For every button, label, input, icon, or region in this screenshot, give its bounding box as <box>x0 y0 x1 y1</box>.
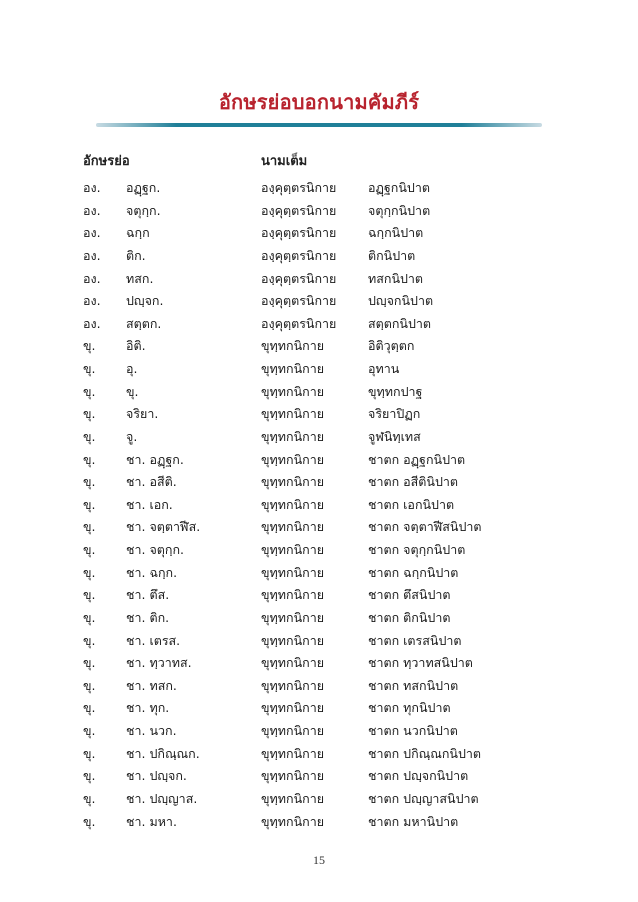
collection-name: ขุทฺทกนิกาย <box>261 542 325 558</box>
work-abbr: ขุ. <box>126 383 139 399</box>
collection-name: ขุทฺทกนิกาย <box>261 361 325 377</box>
collection-name: ขุทฺทกนิกาย <box>261 564 325 580</box>
column-header-abbreviation: อักษรย่อ <box>83 154 130 169</box>
work-name: ชาตก ทฺวาทสนิปาต <box>368 655 473 671</box>
collection-name: ขุทฺทกนิกาย <box>261 677 325 693</box>
work-name: ชาตก เอกนิปาต <box>368 496 455 512</box>
work-name: ชาตก ปญฺจกนิปาต <box>368 768 469 784</box>
collection-name: ขุทฺทกนิกาย <box>261 723 325 739</box>
work-abbr: สตฺตก. <box>126 315 162 331</box>
collection-abbr: อง. <box>83 270 101 286</box>
work-name: ชาตก นวกนิปาต <box>368 723 458 739</box>
work-name: ชาตก จตฺตาฬีสนิปาต <box>368 519 482 535</box>
work-name: ชาตก อสีตินิปาต <box>368 474 459 490</box>
collection-abbr: อง. <box>83 247 101 263</box>
list-row <box>0 699 638 722</box>
list-row <box>0 790 638 813</box>
work-abbr: ชา. ทสก. <box>126 677 177 693</box>
work-name: ชาตก อฏฺฐกนิปาต <box>368 451 466 467</box>
work-name: ชาตก ติกนิปาต <box>368 609 451 625</box>
list-row <box>0 564 638 587</box>
list-row <box>0 767 638 790</box>
work-name: ชาตก ฉกฺกนิปาต <box>368 564 459 580</box>
list-row <box>0 654 638 677</box>
work-name: อิติวุตฺตก <box>368 338 415 354</box>
title-underline-rule <box>96 123 542 127</box>
collection-abbr: ขุ. <box>83 451 96 467</box>
list-row <box>0 745 638 768</box>
list-row <box>0 609 638 632</box>
work-abbr: ติก. <box>126 247 146 263</box>
collection-name: ขุทฺทกนิกาย <box>261 451 325 467</box>
collection-name: ขุทฺทกนิกาย <box>261 700 325 716</box>
page-number: 15 <box>313 853 325 867</box>
work-name: ติกนิปาต <box>368 247 416 263</box>
work-name: ชาตก มหานิปาต <box>368 813 459 829</box>
list-row <box>0 405 638 428</box>
work-abbr: ชา. มหา. <box>126 813 177 829</box>
collection-name: ขุทฺทกนิกาย <box>261 813 325 829</box>
collection-name: ขุทฺทกนิกาย <box>261 406 325 422</box>
collection-name: ขุทฺทกนิกาย <box>261 609 325 625</box>
collection-abbr: ขุ. <box>83 745 96 761</box>
collection-abbr: ขุ. <box>83 791 96 806</box>
work-abbr: ชา. ฉกฺก. <box>126 564 178 580</box>
work-abbr: ชา. อฏฺฐก. <box>126 451 184 467</box>
list-row <box>0 224 638 247</box>
work-abbr: จริยา. <box>126 406 159 422</box>
collection-name: ขุทฺทกนิกาย <box>261 383 325 399</box>
work-name: ขุทฺทกปาฐ <box>368 383 423 399</box>
work-name: จูฬนิทฺเทส <box>368 428 421 444</box>
list-row <box>0 677 638 700</box>
collection-abbr: อง. <box>83 225 101 241</box>
collection-name: ขุทฺทกนิกาย <box>261 474 325 490</box>
collection-abbr: ขุ. <box>83 677 96 693</box>
work-name: ชาตก เตรสนิปาต <box>368 632 462 648</box>
collection-name: ขุทฺทกนิกาย <box>261 745 325 761</box>
collection-abbr: ขุ. <box>83 723 96 739</box>
collection-abbr: ขุ. <box>83 428 96 444</box>
work-abbr: อฏฺฐก. <box>126 180 161 195</box>
collection-name: ขุทฺทกนิกาย <box>261 791 325 806</box>
collection-abbr: ขุ. <box>83 813 96 829</box>
work-abbr: ชา. อสีติ. <box>126 474 177 490</box>
list-row <box>0 518 638 541</box>
work-name: ชาตก ตึสนิปาต <box>368 587 451 603</box>
work-name: ทสกนิปาต <box>368 270 424 286</box>
work-abbr: ชา. ทุก. <box>126 700 170 716</box>
collection-name: ขุทฺทกนิกาย <box>261 428 325 444</box>
collection-name: ขุทฺทกนิกาย <box>261 655 325 671</box>
collection-name: องฺคุตฺตรนิกาย <box>261 293 337 309</box>
work-name: สตฺตกนิปาต <box>368 315 432 331</box>
collection-name: องฺคุตฺตรนิกาย <box>261 247 337 263</box>
work-abbr: ชา. ติก. <box>126 609 170 625</box>
collection-name: องฺคุตฺตรนิกาย <box>261 180 337 195</box>
collection-abbr: ขุ. <box>83 587 96 603</box>
work-name: ชาตก จตุกฺกนิปาต <box>368 542 466 558</box>
list-row <box>0 541 638 564</box>
list-row <box>0 292 638 315</box>
collection-abbr: ขุ. <box>83 609 96 625</box>
list-row <box>0 360 638 383</box>
work-abbr: จู. <box>126 428 138 444</box>
list-row <box>0 428 638 451</box>
work-abbr: ชา. ปญฺญาส. <box>126 791 198 806</box>
collection-abbr: อง. <box>83 293 101 309</box>
list-row <box>0 337 638 360</box>
column-header-full-name: นามเต็ม <box>261 154 308 169</box>
work-name: ชาตก ปญฺญาสนิปาต <box>368 791 479 806</box>
list-row <box>0 496 638 519</box>
work-abbr: ชา. ปกิณฺณก. <box>126 745 200 761</box>
collection-abbr: ขุ. <box>83 519 96 535</box>
work-abbr: ทสก. <box>126 270 154 286</box>
work-abbr: ชา. จตฺตาฬีส. <box>126 519 201 535</box>
collection-abbr: อง. <box>83 315 101 331</box>
work-abbr: ชา. ทฺวาทส. <box>126 655 192 671</box>
collection-abbr: ขุ. <box>83 496 96 512</box>
collection-abbr: ขุ. <box>83 700 96 716</box>
work-name: ชาตก ทสกนิปาต <box>368 677 459 693</box>
work-abbr: ชา. เอก. <box>126 496 173 512</box>
work-name: ฉกฺกนิปาต <box>368 225 424 241</box>
collection-abbr: อง. <box>83 202 101 218</box>
list-row <box>0 179 638 202</box>
collection-name: องฺคุตฺตรนิกาย <box>261 270 337 286</box>
collection-name: ขุทฺทกนิกาย <box>261 587 325 603</box>
collection-name: องฺคุตฺตรนิกาย <box>261 202 337 218</box>
list-row <box>0 383 638 406</box>
list-row <box>0 315 638 338</box>
list-row <box>0 813 638 836</box>
collection-name: ขุทฺทกนิกาย <box>261 768 325 784</box>
work-abbr: ชา. จตุกฺก. <box>126 542 185 558</box>
work-abbr: ฉกฺก <box>126 225 150 241</box>
collection-name: ขุทฺทกนิกาย <box>261 519 325 535</box>
collection-abbr: ขุ. <box>83 542 96 558</box>
work-name: จริยาปิฏก <box>368 406 421 422</box>
list-row <box>0 632 638 655</box>
collection-abbr: อง. <box>83 180 101 195</box>
collection-name: ขุทฺทกนิกาย <box>261 338 325 354</box>
list-row <box>0 202 638 225</box>
work-abbr: ชา. นวก. <box>126 723 177 739</box>
work-name: อุทาน <box>368 361 400 377</box>
collection-abbr: ขุ. <box>83 632 96 648</box>
collection-abbr: ขุ. <box>83 564 96 580</box>
work-abbr: อุ. <box>126 361 138 377</box>
collection-name: องฺคุตฺตรนิกาย <box>261 315 337 331</box>
collection-abbr: ขุ. <box>83 655 96 671</box>
work-name: ปญฺจกนิปาต <box>368 293 434 309</box>
collection-abbr: ขุ. <box>83 338 96 354</box>
list-row <box>0 451 638 474</box>
work-abbr: ปญฺจก. <box>126 293 164 309</box>
collection-abbr: ขุ. <box>83 383 96 399</box>
work-abbr: ชา. ตึส. <box>126 587 170 603</box>
page-title: อักษรย่อบอกนามคัมภีร์ <box>218 90 420 114</box>
collection-abbr: ขุ. <box>83 768 96 784</box>
collection-abbr: ขุ. <box>83 406 96 422</box>
work-name: จตุกฺกนิปาต <box>368 202 431 218</box>
list-row <box>0 722 638 745</box>
work-abbr: ชา. ปญฺจก. <box>126 768 187 784</box>
work-abbr: ชา. เตรส. <box>126 632 181 648</box>
list-row <box>0 586 638 609</box>
list-row <box>0 473 638 496</box>
work-name: อฏฺฐกนิปาต <box>368 180 430 195</box>
collection-abbr: ขุ. <box>83 361 96 377</box>
work-abbr: อิติ. <box>126 338 146 354</box>
collection-name: ขุทฺทกนิกาย <box>261 632 325 648</box>
list-row <box>0 270 638 293</box>
work-abbr: จตุกฺก. <box>126 202 161 218</box>
work-name: ชาตก ปกิณฺณกนิปาต <box>368 745 482 761</box>
list-row <box>0 247 638 270</box>
collection-abbr: ขุ. <box>83 474 96 490</box>
collection-name: องฺคุตฺตรนิกาย <box>261 225 337 241</box>
work-name: ชาตก ทุกนิปาต <box>368 700 451 716</box>
collection-name: ขุทฺทกนิกาย <box>261 496 325 512</box>
